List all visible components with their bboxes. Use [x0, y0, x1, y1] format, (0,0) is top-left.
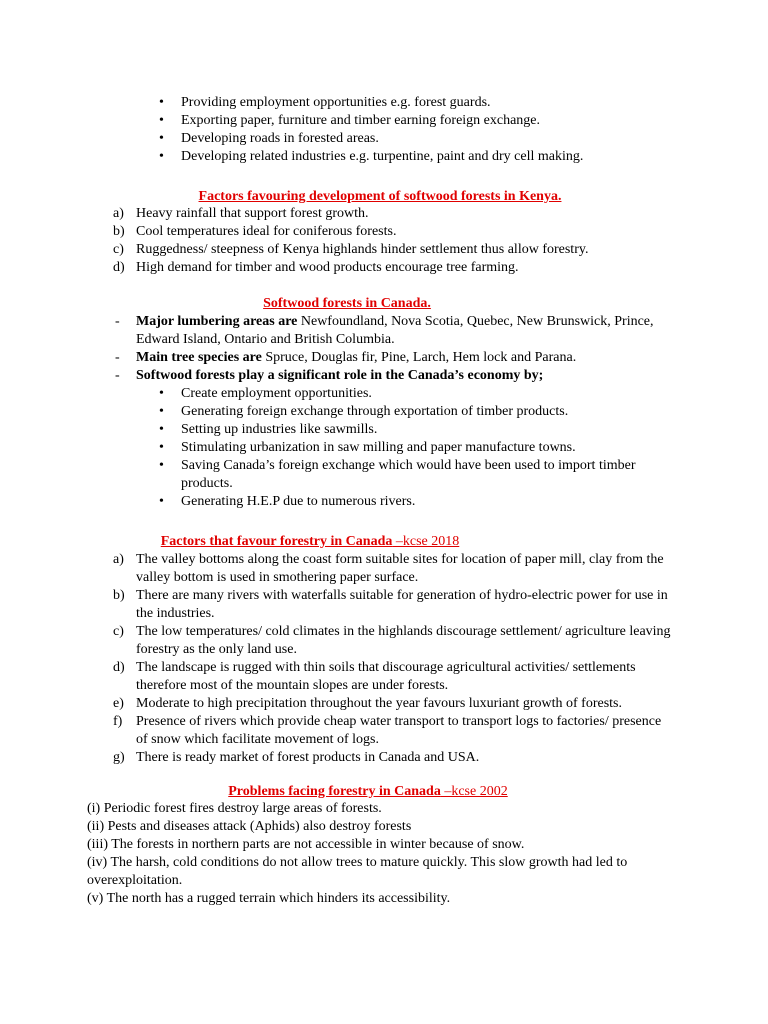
list-item: (iii) The forests in northern parts are not accessible in winter because of snow. [87, 837, 525, 852]
list-item: - Main tree species are Spruce, Douglas fir, Pine, Larch, Hem lock and Parana. [115, 350, 577, 365]
list-item: (v) The north has a rugged terrain which hinders its accessibility. [87, 891, 451, 906]
list-item: g) There is ready market of forest products in Canada and USA. [113, 750, 480, 765]
canada-economy-bullets [0, 385, 681, 511]
list-item: (iv) The harsh, cold conditions do not allow trees to mature quickly. This slow growth had led to overexploitation. [87, 855, 628, 888]
list-item: • Generating foreign exchange through exportation of timber products. [0, 403, 681, 421]
list-item: • Create employment opportunities. [0, 385, 681, 403]
list-item: c) Ruggedness/ steepness of Kenya highlands hinder settlement thus allow forestry. [113, 242, 589, 257]
list-item: - Softwood forests play a significant role in the Canada’s economy by; [115, 368, 544, 383]
list-item: • Exporting paper, furniture and timber earning foreign exchange. [0, 112, 681, 130]
list-item: • Stimulating urbanization in saw milling and paper manufacture towns. [0, 439, 681, 457]
heading-canada-forestry-factors: Factors that favour forestry in Canada –kcse 2018 [160, 534, 460, 549]
heading-canada-softwood: Softwood forests in Canada. [263, 296, 431, 311]
list-item: • Generating H.E.P due to numerous rivers. [0, 493, 681, 511]
list-item: d) The landscape is rugged with thin soils that discourage agricultural activities/ settlements therefore most of the mountain slopes are under forests. [113, 660, 636, 693]
canada-forestry-factors-list [0, 551, 676, 767]
list-item: d) High demand for timber and wood products encourage tree farming. [113, 260, 519, 275]
kenya-factors-list [0, 205, 676, 277]
list-item: a) The valley bottoms along the coast form suitable sites for location of paper mill, clay from the valley bottom is used in smothering paper surface. [113, 552, 664, 585]
list-item: a) Heavy rainfall that support forest growth. [113, 206, 369, 221]
list-item: • Developing related industries e.g. turpentine, paint and dry cell making. [0, 148, 681, 166]
list-item: • Developing roads in forested areas. [0, 130, 681, 148]
list-item: f) Presence of rivers which provide cheap water transport to transport logs to factories/ presence of snow which facilitate movement of logs. [113, 714, 662, 747]
list-item: - Major lumbering areas are Newfoundland, Nova Scotia, Quebec, New Brunswick, Prince, Edward Island, Ontario and British Columbia. [115, 314, 654, 347]
heading-canada-problems: Problems facing forestry in Canada –kcse 2002 [228, 784, 508, 799]
list-item: (i) Periodic forest fires destroy large areas of forests. [87, 801, 382, 816]
list-item: b) There are many rivers with waterfalls suitable for generation of hydro-electric power for use in the industries. [113, 588, 668, 621]
canada-softwood-list [0, 313, 676, 385]
list-item: • Saving Canada’s foreign exchange which would have been used to import timber products. [0, 457, 681, 493]
benefits-bullet-list [0, 94, 681, 166]
canada-problems-list [87, 800, 687, 908]
list-item: (ii) Pests and diseases attack (Aphids) also destroy forests [87, 819, 412, 834]
list-item: c) The low temperatures/ cold climates in the highlands discourage settlement/ agriculture leaving forestry as the only land use. [113, 624, 671, 657]
list-item: e) Moderate to high precipitation throughout the year favours luxuriant growth of forests. [113, 696, 622, 711]
list-item: • Setting up industries like sawmills. [0, 421, 681, 439]
list-item: • Providing employment opportunities e.g. forest guards. [0, 94, 681, 112]
heading-kenya-factors: Factors favouring development of softwood forests in Kenya. [198, 189, 562, 204]
list-item: b) Cool temperatures ideal for coniferous forests. [113, 224, 397, 239]
